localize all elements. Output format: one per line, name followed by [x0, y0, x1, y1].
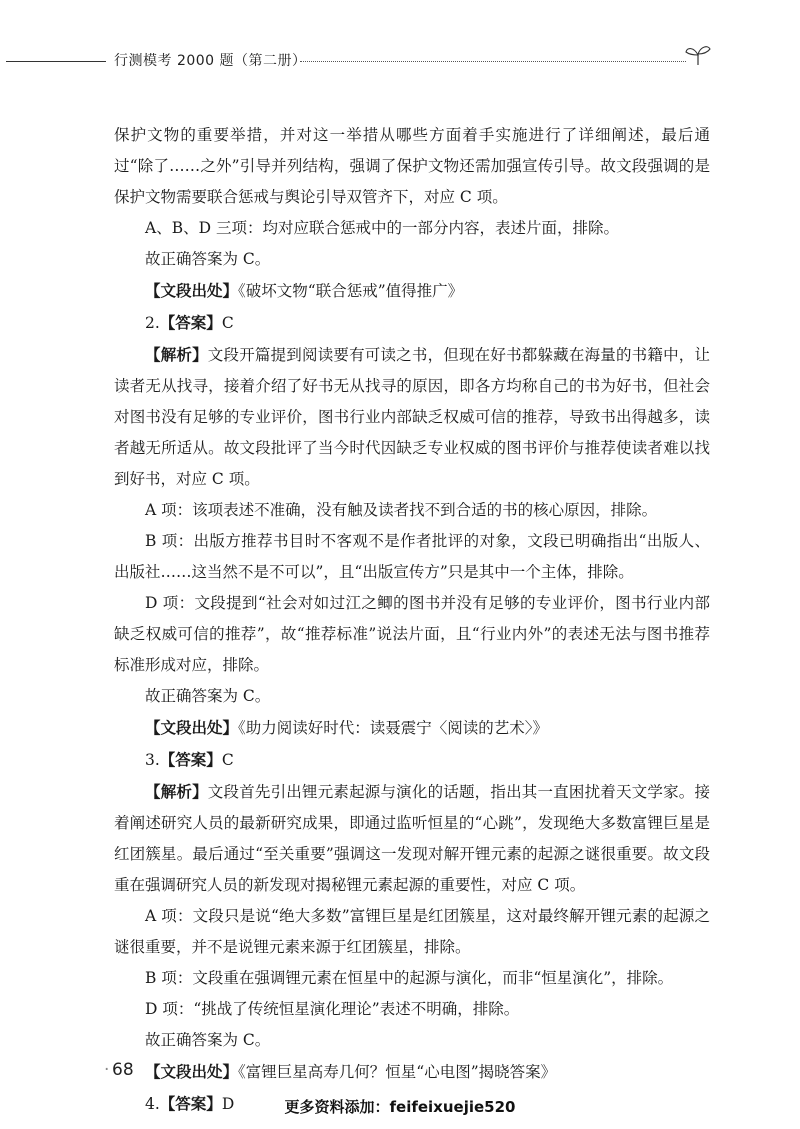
- question-number: 4.: [145, 1095, 160, 1113]
- paragraph-q2-source: [114, 712, 710, 744]
- answer-label: 【答案】: [159, 1094, 222, 1113]
- paragraph-q2-analysis: [114, 339, 710, 495]
- page-body: [114, 120, 710, 1120]
- paragraph-q1-source: [114, 275, 710, 307]
- analysis-text: 文段开篇提到阅读要有可读之书，但现在好书都躲藏在海量的书籍中，让读者无从找寻，接着介绍了好书无从找寻的原因，即各方均称自己的书为好书，但社会对图书没有足够的专业评价，图书行业内部缺乏权威可信的推荐，导致书出得越多，读者越无所适从。故文段批评了当今时代因缺乏专业权威的图书评价与推荐使读者难以找到好书，对应 C 项。: [114, 346, 710, 488]
- paragraph-q2-answer: [114, 307, 710, 339]
- analysis-label: 【解析】: [145, 782, 208, 801]
- analysis-label: 【解析】: [145, 345, 208, 364]
- sprout-icon: [684, 44, 712, 66]
- source-title: 《富锂巨星高寿几何？恒星“心电图”揭晓答案》: [238, 1063, 557, 1081]
- question-number: 3.: [145, 751, 160, 769]
- question-number: 2.: [145, 314, 160, 332]
- source-title: 《破坏文物“联合惩戒”值得推广》: [238, 282, 464, 300]
- paragraph-q1-option-abd: A、B、D 三项：均对应联合惩戒中的一部分内容，表述片面，排除。: [145, 219, 619, 237]
- paragraph-q2-final-answer: 故正确答案为 C。: [145, 687, 271, 705]
- paragraph-q1-final-answer: 故正确答案为 C。: [145, 250, 271, 268]
- page-number: · 68: [112, 1060, 134, 1080]
- source-title: 《助力阅读好时代：读聂震宁〈阅读的艺术〉》: [238, 719, 549, 737]
- paragraph-q2-option-b: B 项：出版方推荐书目时不客观不是作者批评的对象，文段已明确指出“出版人、出版社……这当然不是不可以”，且“出版宣传方”只是其中一个主体，排除。: [114, 532, 710, 581]
- header-rule-left: [6, 61, 106, 62]
- answer-label: 【答案】: [159, 313, 222, 332]
- source-label: 【文段出处】: [145, 718, 239, 737]
- paragraph-q3-option-d: D 项：“挑战了传统恒星演化理论”表述不明确，排除。: [145, 1000, 520, 1018]
- answer-letter: D: [221, 1095, 235, 1113]
- analysis-text: 文段首先引出锂元素起源与演化的话题，指出其一直困扰着天文学家。接着阐述研究人员的最新研究成果，即通过监听恒星的“心跳”，发现绝大多数富锂巨星是红团簇星。最后通过“至关重要”强调这一发现对解开锂元素的起源之谜很重要。故文段重在强调研究人员的新发现对揭秘锂元素起源的重要性，对应 C 项。: [114, 783, 710, 894]
- paragraph-q2-option-a: A 项：该项表述不准确，没有触及读者找不到合适的书的核心原因，排除。: [145, 501, 658, 519]
- answer-letter: C: [221, 751, 234, 769]
- running-title: 行测模考 2000 题（第二册）: [114, 53, 307, 69]
- answer-label: 【答案】: [159, 750, 222, 769]
- answer-letter: C: [221, 314, 234, 332]
- paragraph-q3-source: [114, 1056, 710, 1088]
- running-header: [0, 44, 800, 74]
- paragraph-q2-option-d: D 项：文段提到“社会对如过江之鲫的图书并没有足够的专业评价，图书行业内部缺乏权威可信的推荐”，故“推荐标准”说法片面，且“行业内外”的表述无法与图书推荐标准形成对应，排除。: [114, 594, 710, 674]
- paragraph-q3-final-answer: 故正确答案为 C。: [145, 1031, 271, 1049]
- paragraph-q3-analysis: [114, 776, 710, 901]
- source-label: 【文段出处】: [145, 1062, 239, 1081]
- paragraph-q1-analysis-end: 保护文物的重要举措，并对这一举措从哪些方面着手实施进行了详细阐述，最后通过“除了……之外”引导并列结构，强调了保护文物还需加强宣传引导。故文段强调的是保护文物需要联合惩戒与舆论引导双管齐下，对应 C 项。: [114, 126, 710, 206]
- paragraph-q3-option-a: A 项：文段只是说“绝大多数”富锂巨星是红团簇星，这对最终解开锂元素的起源之谜很重要，并不是说锂元素来源于红团簇星，排除。: [114, 907, 710, 956]
- paragraph-q3-answer: [114, 744, 710, 776]
- footer-note: 更多资料添加：feifeixuejie520: [284, 1098, 516, 1116]
- header-rule-right: [300, 61, 686, 62]
- paragraph-q3-option-b: B 项：文段重在强调锂元素在恒星中的起源与演化，而非“恒星演化”，排除。: [145, 969, 674, 987]
- source-label: 【文段出处】: [145, 281, 239, 300]
